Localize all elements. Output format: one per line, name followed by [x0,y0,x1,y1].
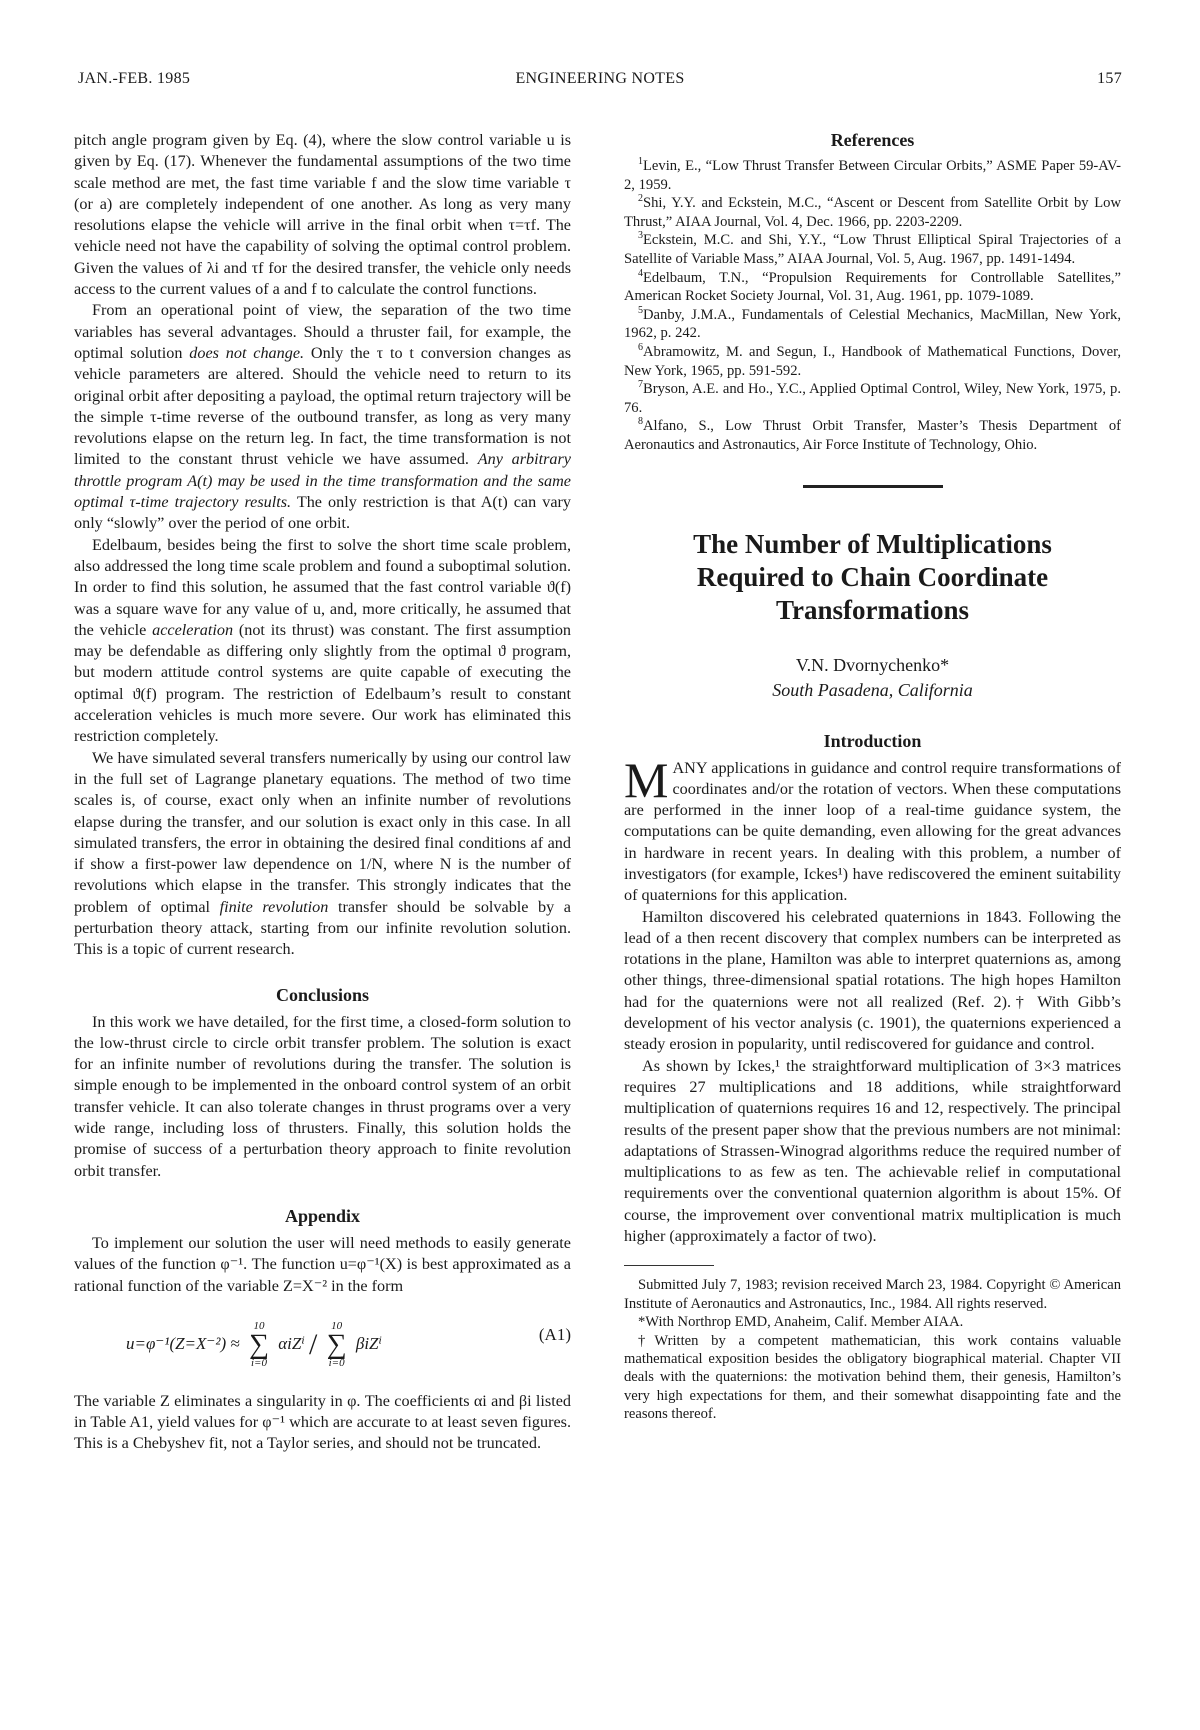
summation-denominator: 10 ∑ i=0 [326,1319,347,1369]
equation-body [126,1321,382,1369]
intro-paragraph: As shown by Ickes,¹ the straightforward multiplication of 3×3 matrices requires 27 multiplications and 18 additions, while straightforward multiplication of quaternions requires 16 and 12, respectively. The principal results of the present paper show that the previous numbers are not minimal: adaptations of Strassen-Winograd algorithms reduce the required number of multiplications to as few as ten. The achievable relief in computational requirements over the conventional quaternion algorithm is about 15%. Of course, the improvement over conventional matrix multiplication is much higher (approximately a factor of two). [624,1056,1121,1246]
section-divider [803,485,943,488]
body-paragraph: We have simulated several transfers numerically by using our control law in the full set of Lagrange planetary equations. The method of two time scales is, of course, exact only when an infinite number of revolutions elapse during the transfer, and our solution is exact only in this case. In all simulated transfers, the error in obtaining the desired final conditions af and if show a first-power law dependence on 1/N, where N is the number of revolutions which elapse in the transfer. This strongly indicates that the problem of optimal finite revolution transfer should be solvable by a perturbation theory attack, starting from our infinite revolution solution. This is a topic of current research. [74,748,571,959]
reference-item: $^2$Shi, Y.Y. and Eckstein, M.C., “Ascent or Descent from Satellite Orbit by Low Thrust,” AIAA Journal, Vol. 4, Dec. 1966, pp. 2203-2209. [624,193,1121,230]
author-name: V.N. Dvornychenko* [795,654,950,675]
equation-lhs: u=φ⁻¹(Z=X⁻²) ≈ [126,1333,240,1353]
reference-item: $^8$Alfano, S., Low Thrust Orbit Transfer, Master’s Thesis Department of Aeronautics and Astronautics, Air Force Institute of Technology, Ohio. [624,416,1121,453]
running-header-journal: ENGINEERING NOTES [515,70,685,87]
fraction-slash: / [309,1327,318,1361]
footnote: Submitted July 7, 1983; revision received March 23, 1984. Copyright © American Institute of Aeronautics and Astronautics, Inc., 1984. All rights reserved. [624,1277,1121,1312]
page-number: 157 [1097,70,1122,87]
intro-paragraph: Hamilton discovered his celebrated quaternions in 1843. Following the lead of a then recent discovery that complex numbers can be interpreted as rotations in the plane, Hamilton was able to interpret quaternions as, among other things, three-dimensional spatial rotations. The high hopes Hamilton had for the quaternions were not all realized (Ref. 2).† With Gibb’s development of his vector analysis (c. 1901), the quaternions experienced a steady erosion in popularity, until rediscovered for guidance and control. [624,907,1121,1054]
reference-item: $^4$Edelbaum, T.N., “Propulsion Requirements for Controllable Satellites,” American Rocket Society Journal, Vol. 31, Aug. 1961, pp. 1079-1089. [624,267,1121,305]
body-paragraph: From an operational point of view, the separation of the two time variables has several advantages. Should a thruster fail, for example, the optimal solution does not change. Only the τ to t conversion changes as vehicle parameters are altered. Should the vehicle need to return to its original orbit after depositing a payload, the optimal return trajectory will be the simple τ-time reverse of the outbound transfer, as long as very many revolutions elapse on the return leg. In fact, the time transformation is not limited to the constant thrust vehicle we have assumed. Any arbitrary throttle program A(t) may be used in the time transformation and the same optimal τ-time trajectory results. The only restriction is that A(t) can vary only “slowly” over the period of one orbit. [74,301,572,533]
summation-numerator: 10 ∑ i=0 [249,1319,269,1369]
conclusions-paragraph: In this work we have detailed, for the first time, a closed-form solution to the low-thrust circle to circle orbit transfer problem. The solution is exact for an infinite number of revolutions during the transfer. The solution is simple enough to be implemented in the onboard control system of an orbit transfer vehicle. It can also tolerate changes in thrust programs over a very wide range, including loss of thrusters. Finally, this solution holds the promise of success of a perturbation theory approach to finite revolution orbit transfer. [74,1012,571,1180]
right-column [624,130,1121,1424]
conclusions-heading: Conclusions [275,984,370,1005]
intro-paragraph: MANY applications in guidance and control require transformations of coordinates and/or the rotation of vectors. When these computations are performed in the inner loop of a real-time guidance system, the computations can be quite demanding, even allowing for the great advances in hardware in recent years. In dealing with this problem, a number of investigators (for example, Ickes¹) have rediscovered the eminent suitability of quaternions for this application. [624,751,1121,905]
reference-item: $^3$Eckstein, M.C. and Shi, Y.Y., “Low Thrust Elliptical Spiral Trajectories of a Satellite of Variable Mass,” AIAA Journal, Vol. 5, Aug. 1967, pp. 1491-1494. [624,230,1121,267]
equation-label: (A1) [538,1324,571,1344]
appendix-heading: Appendix [284,1205,361,1226]
numerator-term: αiZⁱ [278,1333,305,1353]
reference-item: $^6$Abramowitz, M. and Segun, I., Handbook of Mathematical Functions, Dover, New York, 1965, pp. 591-592. [624,342,1121,379]
reference-item: $^5$Danby, J.M.A., Fundamentals of Celestial Mechanics, MacMillan, New York, 1962, p. 242. [624,304,1121,342]
footnote: *With Northrop EMD, Anaheim, Calif. Member AIAA. [638,1314,964,1331]
drop-cap: M [624,751,669,808]
article-title: The Number of Multiplications Required to Chain Coordinate Transformations [693,528,1052,625]
footnote-rule [624,1265,714,1266]
appendix-paragraph-after: The variable Z eliminates a singularity in φ. The coefficients αi and βi listed in Table A1, yield values for φ⁻¹ which are accurate to at least seven figures. This is a Chebyshev fit, not a Taylor series, and should not be truncated. [74,1391,571,1453]
footnote: †Written by a competent mathematician, this work contains valuable mathematical exposition besides the obligatory biographical material. Chapter VII deals with the quaternions: the motivation behind them, their genesis, Hamilton’s very high expectations for them, and their somewhat disappointing fate and the reasons thereof. [624,1332,1121,1423]
reference-item: $^1$Levin, E., “Low Thrust Transfer Between Circular Orbits,” ASME Paper 59-AV-2, 1959. [624,156,1121,193]
body-paragraph: Edelbaum, besides being the first to solve the short time scale problem, also addressed the long time scale problem and found a suboptimal solution. In order to find this solution, he assumed that the fast control variable ϑ(f) was a square wave for any value of u, and, more critically, he assumed that the vehicle acceleration (not its thrust) was constant. The first assumption may be defendable as differing only slightly from the optimal ϑ program, but modern attitude control systems are quite capable of executing the optimal ϑ(f) program. The restriction of Edelbaum’s result to constant acceleration vehicles is much more severe. Our work has eliminated this restriction completely. [74,535,572,746]
introduction-heading: Introduction [823,730,922,751]
reference-list [624,157,1121,455]
denominator-term: βiZⁱ [355,1333,382,1353]
appendix-paragraph: To implement our solution the user will need methods to easily generate values of the function φ⁻¹. The function u=φ⁻¹(X) is best approximated as a rational function of the variable Z=X⁻² in the form [74,1233,571,1295]
author-affiliation: South Pasadena, California [772,679,973,700]
equation-a1 [74,1303,571,1383]
running-header-date: JAN.-FEB. 1985 [78,70,191,87]
left-column [74,130,571,1455]
footnotes [624,1276,1121,1423]
reference-item: $^7$Bryson, A.E. and Ho., Y.C., Applied Optimal Control, Wiley, New York, 1975, p. 76. [624,379,1121,416]
body-paragraph: pitch angle program given by Eq. (4), where the slow control variable u is given by Eq. (17). Whenever the fundamental assumptions of the two time scale method are met, the fast time variable f and the slow time variable τ (or a) are completely independent of one another. As long as very many resolutions elapse the vehicle will arrive in the final orbit when τ=τf. The vehicle need not have the capability of solving the optimal control problem. Given the values of λi and τf for the desired transfer, the vehicle only needs access to the current values of a and f to calculate the control functions. [74,131,571,299]
references-heading: References [830,130,915,150]
